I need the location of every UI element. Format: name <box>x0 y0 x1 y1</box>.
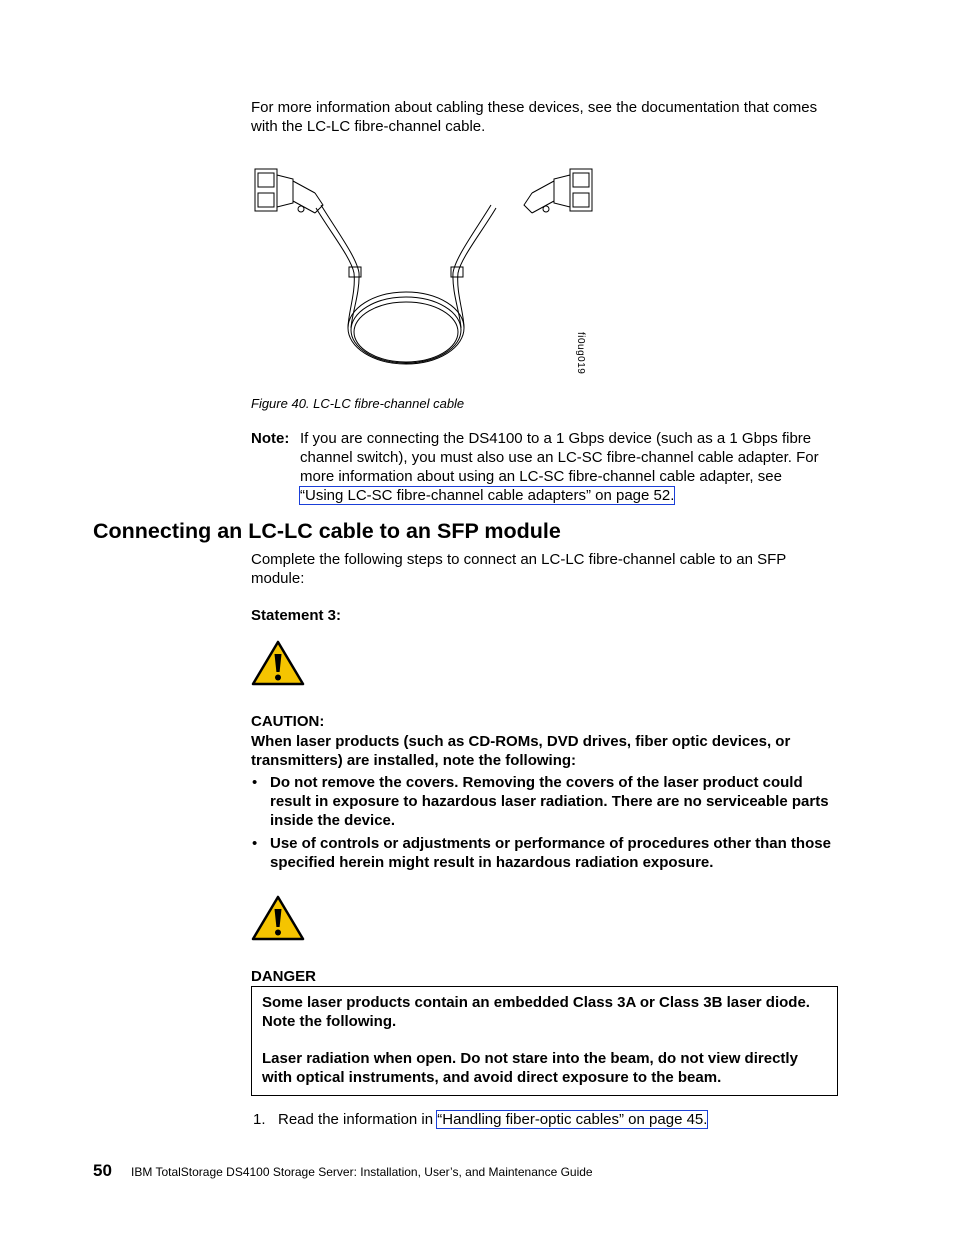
caution-bullet: Do not remove the covers. Removing the covers of the laser product could result in exposure to hazardous laser radiation. There are no serviceable parts inside the device. <box>270 774 829 829</box>
figure-caption: Figure 40. LC-LC fibre-channel cable <box>251 396 465 411</box>
step-number: 1. <box>253 1111 266 1128</box>
lc-lc-cable-figure <box>251 163 596 385</box>
caution-intro: When laser products (such as CD-ROMs, DVD drives, fiber optic devices, or transmitters) are installed, note the following: <box>251 733 791 769</box>
caution-bullet: Use of controls or adjustments or performance of procedures other than those specified herein might result in hazardous radiation exposure. <box>270 835 831 871</box>
footer-text: IBM TotalStorage DS4100 Storage Server: Installation, User’s, and Maintenance Guide <box>131 1165 593 1179</box>
bullet-dot: • <box>252 774 258 791</box>
danger-label: DANGER <box>251 968 317 985</box>
note-body: If you are connecting the DS4100 to a 1 Gbps device (such as a 1 Gbps fibre channel switch), you must also use an LC-SC fibre-channel cable adapter. For more information about using an LC-SC fibre-channel cable adapter, see <box>300 430 819 485</box>
page-number: 50 <box>93 1161 112 1180</box>
caution-label: CAUTION: <box>251 713 325 730</box>
danger-paragraph: Some laser products contain an embedded Class 3A or Class 3B laser diode. Note the following. <box>262 994 810 1030</box>
warning-triangle-icon <box>251 895 305 941</box>
statement-label: Statement 3: <box>251 607 342 624</box>
note-text <box>300 429 820 505</box>
figure-id-label: fi0ug019 <box>575 332 586 375</box>
note-label: Note: <box>251 430 290 447</box>
section-heading: Connecting an LC-LC cable to an SFP module <box>93 519 561 543</box>
intro-paragraph: For more information about cabling these devices, see the documentation that comes with the LC-LC fibre-channel cable. <box>251 99 818 135</box>
xref-handling-cables-link[interactable]: “Handling fiber-optic cables” on page 45. <box>437 1111 708 1128</box>
step-body: Read the information in <box>278 1111 438 1128</box>
bullet-dot: • <box>252 835 258 852</box>
warning-triangle-icon <box>251 640 305 686</box>
step-text <box>278 1110 707 1129</box>
xref-lc-sc-adapters-link[interactable]: “Using LC-SC fibre-channel cable adapters” on page 52. <box>300 487 675 504</box>
section-intro: Complete the following steps to connect an LC-LC fibre-channel cable to an SFP module: <box>251 551 787 587</box>
danger-paragraph: Laser radiation when open. Do not stare into the beam, do not view directly with optical instruments, and avoid direct exposure to the beam. <box>262 1050 798 1086</box>
